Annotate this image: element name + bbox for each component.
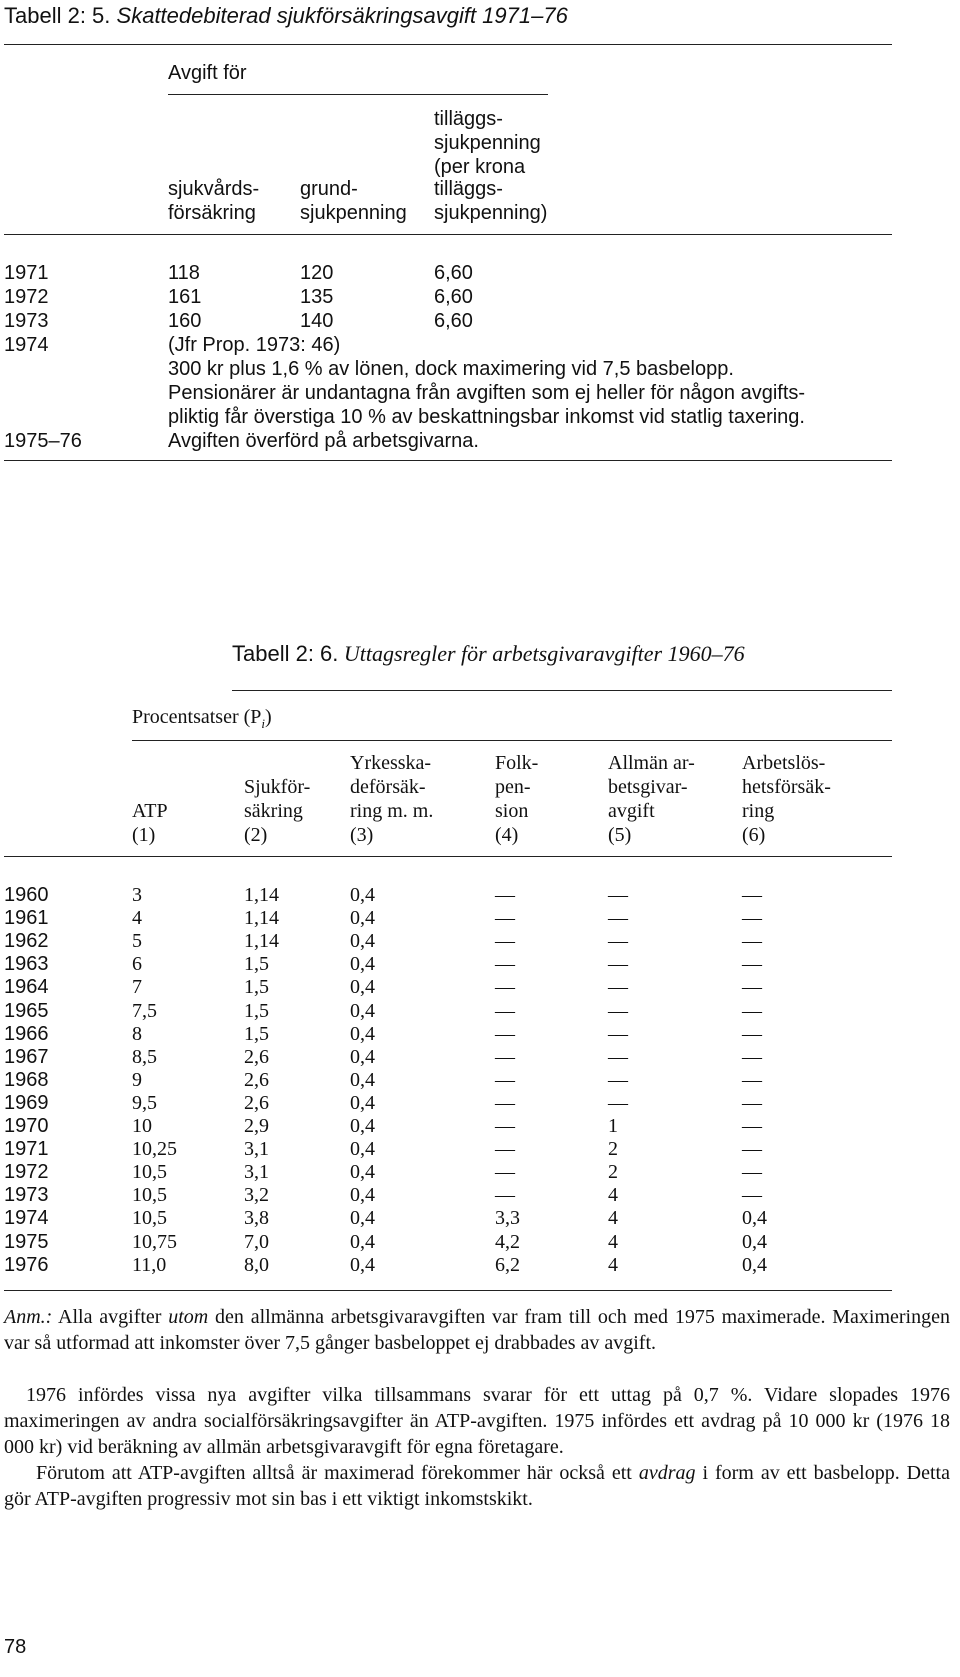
table6-year: 1965 <box>4 1000 49 1022</box>
table6-title <box>232 642 745 666</box>
table6-cell: 10,75 <box>132 1231 177 1253</box>
table6-cell: 2,6 <box>244 1092 269 1114</box>
table6-cell: — <box>608 907 628 929</box>
table6-cell: 11,0 <box>132 1254 167 1276</box>
table6-cell: 3,3 <box>495 1207 520 1229</box>
table6-header-text: ATP <box>132 800 168 822</box>
table6-cell: 8,5 <box>132 1046 157 1068</box>
table5-top-rule <box>4 44 892 45</box>
table6-cell: 2,6 <box>244 1069 269 1091</box>
table6-column-number: (1) <box>132 824 156 846</box>
table6-cell: 0,4 <box>350 884 375 906</box>
table6-column-number: (4) <box>495 824 519 846</box>
note-p3-text-b: i form av ett basbelopp. Detta gör ATP-avgiften progressiv mot sin bas i ett viktigt inkomstskikt. <box>4 1462 950 1510</box>
table6-cell: 0,4 <box>350 930 375 952</box>
table6-year: 1961 <box>4 907 49 929</box>
table6-year: 1974 <box>4 1207 49 1229</box>
table6-column-number: (6) <box>742 824 766 846</box>
table6-cell: — <box>495 930 515 952</box>
table6-header-text: Allmän ar- <box>608 752 695 774</box>
table6-cell: 0,4 <box>350 976 375 998</box>
table6-header-text: Sjukför- <box>244 776 311 798</box>
table6-cell: — <box>742 884 762 906</box>
table6-header-rule <box>4 856 892 857</box>
table6-cell: — <box>742 953 762 975</box>
table6-cell: 0,4 <box>350 907 375 929</box>
table6-cell: 4 <box>608 1231 618 1253</box>
table6-cell: — <box>495 1184 515 1206</box>
table6-cell: 7,5 <box>132 1000 157 1022</box>
table6-cell: — <box>608 1046 628 1068</box>
table5-cell: 160 <box>168 310 202 332</box>
table6-cell: — <box>608 953 628 975</box>
table6-cell: 4 <box>608 1184 618 1206</box>
table6-cell: 1,5 <box>244 1023 269 1045</box>
table6-header-text: Folk- <box>495 752 539 774</box>
table6-cell: 0,4 <box>742 1254 767 1276</box>
table5-col3-line3: (per krona <box>434 156 526 178</box>
table6-cell: 2,9 <box>244 1115 269 1137</box>
table6-cell: 0,4 <box>350 1138 375 1160</box>
table6-cell: 4 <box>132 907 142 929</box>
table5-col1-line2: försäkring <box>168 202 256 224</box>
table6-year: 1966 <box>4 1023 49 1045</box>
table6-year: 1973 <box>4 1184 49 1206</box>
table6-header-text: sion <box>495 800 529 822</box>
table6-year: 1968 <box>4 1069 49 1091</box>
table5-title <box>4 4 568 28</box>
table6-header-text: deförsäk- <box>350 776 426 798</box>
table6-cell: 10,5 <box>132 1161 167 1183</box>
table5-cell: 140 <box>300 310 334 332</box>
page-number: 78 <box>4 1636 27 1658</box>
table6-cell: — <box>608 930 628 952</box>
table6-group-text: Procentsatser (P <box>132 706 262 728</box>
table6-year: 1967 <box>4 1046 49 1068</box>
table6-cell: 3,8 <box>244 1207 269 1229</box>
table6-cell: — <box>608 1000 628 1022</box>
table5-title-text: Skattedebiterad sjukförsäkringsavgift 1971–76 <box>116 3 568 28</box>
note-paragraph-3 <box>4 1460 950 1512</box>
table6-cell: — <box>608 1023 628 1045</box>
table6-header-text: hetsförsäk- <box>742 776 831 798</box>
table6-cell: — <box>742 1184 762 1206</box>
table6-cell: 1 <box>608 1115 618 1137</box>
table6-cell: — <box>495 1138 515 1160</box>
note-anm-utom: utom <box>168 1306 209 1328</box>
table5-note-line: (Jfr Prop. 1973: 46) <box>168 334 341 356</box>
table6-cell: 0,4 <box>350 1254 375 1276</box>
table6-header-text: Arbetslös- <box>742 752 826 774</box>
table5-col3-line1: tilläggs- <box>434 108 503 130</box>
note-anm-text-b: den allmänna arbetsgivaravgiften var fram till och med 1975 maximerade. Maximeringen var så utformad att inkomster över 7,5 gånger basbeloppet ej drabbades av avgift. <box>4 1306 950 1354</box>
table6-cell: — <box>495 884 515 906</box>
table6-cell: — <box>742 930 762 952</box>
table5-bottom-rule <box>4 460 892 461</box>
table6-cell: — <box>742 1115 762 1137</box>
table6-cell: — <box>495 976 515 998</box>
table6-cell: 0,4 <box>350 1092 375 1114</box>
table6-cell: — <box>742 1046 762 1068</box>
table6-group-close: ) <box>265 706 272 728</box>
table6-year: 1964 <box>4 976 49 998</box>
table6-cell: — <box>742 907 762 929</box>
table6-cell: 3,1 <box>244 1138 269 1160</box>
table6-header-text: pen- <box>495 776 531 798</box>
table6-column-number: (5) <box>608 824 632 846</box>
table5-note-line: pliktig får överstiga 10 % av beskattningsbar inkomst vid statlig taxering. <box>168 406 805 428</box>
table6-cell: 2 <box>608 1138 618 1160</box>
table6-cell: — <box>742 976 762 998</box>
table6-cell: 3 <box>132 884 142 906</box>
table6-cell: 9 <box>132 1069 142 1091</box>
table6-cell: 10,5 <box>132 1207 167 1229</box>
table5-cell: 6,60 <box>434 310 473 332</box>
table6-cell: 0,4 <box>350 953 375 975</box>
table5-note-line: Avgiften överförd på arbetsgivarna. <box>168 430 479 452</box>
table6-cell: 0,4 <box>350 1069 375 1091</box>
table5-group-rule <box>168 94 548 95</box>
table6-cell: 0,4 <box>350 1161 375 1183</box>
table6-cell: 1,5 <box>244 976 269 998</box>
table6-header-text: betsgivar- <box>608 776 688 798</box>
table5-col3-line2: sjukpenning <box>434 132 541 154</box>
table6-cell: 4,2 <box>495 1231 520 1253</box>
table5-year: 1971 <box>4 262 49 284</box>
table5-cell: 6,60 <box>434 286 473 308</box>
table6-cell: 2 <box>608 1161 618 1183</box>
table6-cell: — <box>495 1092 515 1114</box>
table5-cell: 118 <box>168 262 200 284</box>
table5-note-line: Pensionärer är undantagna från avgiften som ej heller för någon avgifts- <box>168 382 806 404</box>
table5-year: 1975–76 <box>4 430 82 452</box>
table6-cell: 0,4 <box>742 1207 767 1229</box>
table6-cell: 10,5 <box>132 1184 167 1206</box>
table6-header-text: Yrkesska- <box>350 752 432 774</box>
table6-title-text: Uttagsregler för arbetsgivaravgifter 1960–76 <box>343 641 745 666</box>
table6-cell: — <box>608 976 628 998</box>
table6-cell: 1,14 <box>244 930 279 952</box>
table5-group-header: Avgift för <box>168 62 247 84</box>
table6-column-number: (2) <box>244 824 268 846</box>
note-p3-text-a: Förutom att ATP-avgiften alltså är maximerad förekommer här också ett <box>36 1462 639 1484</box>
table5-col2-line2: sjukpenning <box>300 202 407 224</box>
table6-cell: 10 <box>132 1115 152 1137</box>
table6-year: 1972 <box>4 1161 49 1183</box>
table6-cell: — <box>495 907 515 929</box>
table6-cell: 6,2 <box>495 1254 520 1276</box>
table5-note-line: 300 kr plus 1,6 % av lönen, dock maximering vid 7,5 basbelopp. <box>168 358 734 380</box>
table6-cell: 1,14 <box>244 884 279 906</box>
table6-cell: 8 <box>132 1023 142 1045</box>
table6-cell: — <box>495 1069 515 1091</box>
table6-year: 1970 <box>4 1115 49 1137</box>
table6-column-number: (3) <box>350 824 374 846</box>
table5-year: 1973 <box>4 310 49 332</box>
table6-bottom-rule <box>4 1290 892 1291</box>
table5-header-rule <box>4 234 892 235</box>
table6-cell: 8,0 <box>244 1254 269 1276</box>
table6-year: 1960 <box>4 884 49 906</box>
table6-header-text: ring m. m. <box>350 800 434 822</box>
note-anm-text-a: Alla avgifter <box>52 1306 169 1328</box>
table6-cell: — <box>742 1092 762 1114</box>
note-anm-label: Anm.: <box>4 1306 53 1328</box>
table6-cell: 3,2 <box>244 1184 269 1206</box>
table6-cell: 1,5 <box>244 953 269 975</box>
table6-cell: 7,0 <box>244 1231 269 1253</box>
table6-cell: — <box>608 1069 628 1091</box>
table6-top-rule <box>232 690 892 691</box>
table6-header-text: avgift <box>608 800 655 822</box>
table6-cell: — <box>495 1115 515 1137</box>
table6-cell: — <box>608 884 628 906</box>
table6-cell: 1,14 <box>244 907 279 929</box>
table6-year: 1963 <box>4 953 49 975</box>
table6-cell: — <box>742 1161 762 1183</box>
table5-label: Tabell 2: 5. <box>4 3 111 28</box>
table6-cell: — <box>742 1000 762 1022</box>
table5-cell: 135 <box>300 286 334 308</box>
table6-cell: 5 <box>132 930 142 952</box>
table5-col1-line1: sjukvårds- <box>168 178 260 200</box>
table6-cell: 4 <box>608 1207 618 1229</box>
table6-group-subscript: i <box>261 716 266 731</box>
table6-cell: 6 <box>132 953 142 975</box>
table6-year: 1976 <box>4 1254 49 1276</box>
table6-cell: 4 <box>608 1254 618 1276</box>
table6-cell: — <box>608 1092 628 1114</box>
table6-cell: 2,6 <box>244 1046 269 1068</box>
table6-cell: — <box>742 1138 762 1160</box>
table6-cell: 9,5 <box>132 1092 157 1114</box>
table6-cell: 0,4 <box>350 1000 375 1022</box>
table6-year: 1962 <box>4 930 49 952</box>
table6-cell: — <box>742 1069 762 1091</box>
table6-cell: 0,4 <box>350 1115 375 1137</box>
table6-header-text: säkring <box>244 800 303 822</box>
table6-group-rule <box>132 740 892 741</box>
note-paragraph-2: 1976 infördes vissa nya avgifter vilka tillsammans svarar för ett uttag på 0,7 %. Vidare slopades 1976 maximeringen av andra socialförsäkringsavgifter än ATP-avgiften. 1975 infördes ett avdrag på 10 000 kr (1976 18 000 kr) vid beräkning av allmän arbetsgivaravgift för egna företagare. <box>4 1384 950 1458</box>
table6-cell: 0,4 <box>350 1046 375 1068</box>
table6-year: 1969 <box>4 1092 49 1114</box>
table6-cell: — <box>495 1000 515 1022</box>
table5-year: 1972 <box>4 286 49 308</box>
table6-cell: 0,4 <box>350 1184 375 1206</box>
table6-cell: 7 <box>132 976 142 998</box>
table5-col3-line5: sjukpenning) <box>434 202 548 224</box>
table6-year: 1971 <box>4 1138 49 1160</box>
table6-year: 1975 <box>4 1231 49 1253</box>
table5-cell: 161 <box>168 286 202 308</box>
table6-cell: 0,4 <box>350 1231 375 1253</box>
table6-label: Tabell 2: 6. <box>232 641 339 666</box>
table6-header-text: ring <box>742 800 775 822</box>
table5-col2-line1: grund- <box>300 178 358 200</box>
table5-cell: 120 <box>300 262 334 284</box>
table6-cell: 10,25 <box>132 1138 177 1160</box>
note-p3-avdrag: avdrag <box>638 1462 696 1484</box>
note-anm <box>4 1304 950 1356</box>
table6-group-header <box>132 706 272 731</box>
table5-cell: 6,60 <box>434 262 473 284</box>
table6-cell: 0,4 <box>742 1231 767 1253</box>
table6-cell: 0,4 <box>350 1023 375 1045</box>
table6-cell: — <box>495 1046 515 1068</box>
table6-cell: — <box>495 1161 515 1183</box>
table6-cell: 0,4 <box>350 1207 375 1229</box>
table6-cell: — <box>495 1023 515 1045</box>
table6-cell: — <box>495 953 515 975</box>
table6-cell: — <box>742 1023 762 1045</box>
table5-col3-line4: tilläggs- <box>434 178 503 200</box>
table6-cell: 1,5 <box>244 1000 269 1022</box>
table5-year: 1974 <box>4 334 49 356</box>
table6-cell: 3,1 <box>244 1161 269 1183</box>
